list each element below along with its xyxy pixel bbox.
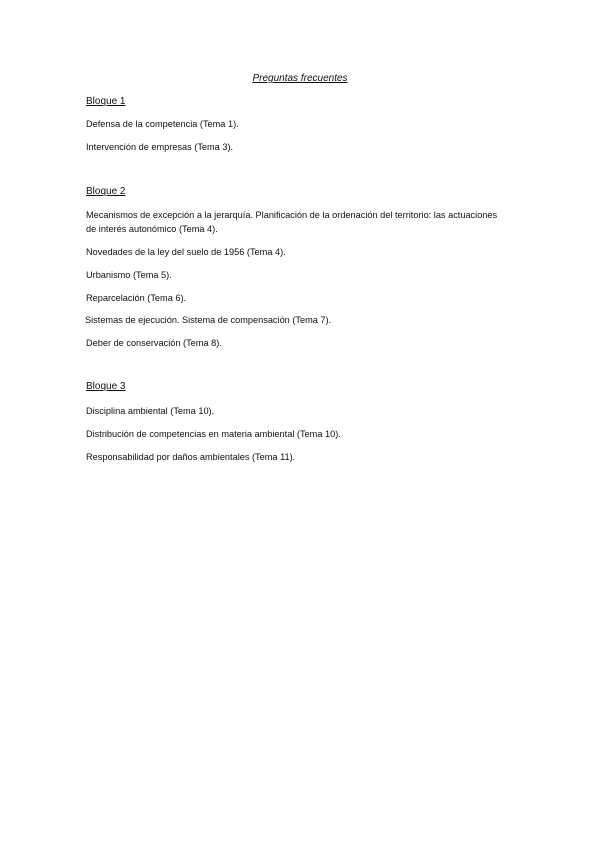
list-item: Disciplina ambiental (Tema 10). [86,406,215,416]
block-3-heading: Bloque 3 [86,381,126,392]
list-item: Deber de conservación (Tema 8). [86,338,222,348]
list-item: Defensa de la competencia (Tema 1). [86,119,239,129]
list-item: Novedades de la ley del suelo de 1956 (Tema 4). [86,247,286,257]
list-item: Responsabilidad por daños ambientales (Tema 11). [86,452,296,462]
block-1-heading: Bloque 1 [86,96,126,107]
list-item: Mecanismos de excepción a la jerarquía. Planificación de la ordenación del territorio: las actuaciones de interés autonómico (Tema 4). [86,210,498,234]
page-title: Preguntas frecuentes [252,73,348,84]
list-item: Sistemas de ejecución. Sistema de compensación (Tema 7). [85,315,332,325]
block-2-heading: Bloque 2 [86,186,126,197]
list-item: Urbanismo (Tema 5). [86,270,172,280]
list-item: Reparcelación (Tema 6). [86,293,187,303]
list-item: Distribución de competencias en materia ambiental (Tema 10). [86,429,341,439]
list-item: Intervención de empresas (Tema 3). [86,142,234,152]
